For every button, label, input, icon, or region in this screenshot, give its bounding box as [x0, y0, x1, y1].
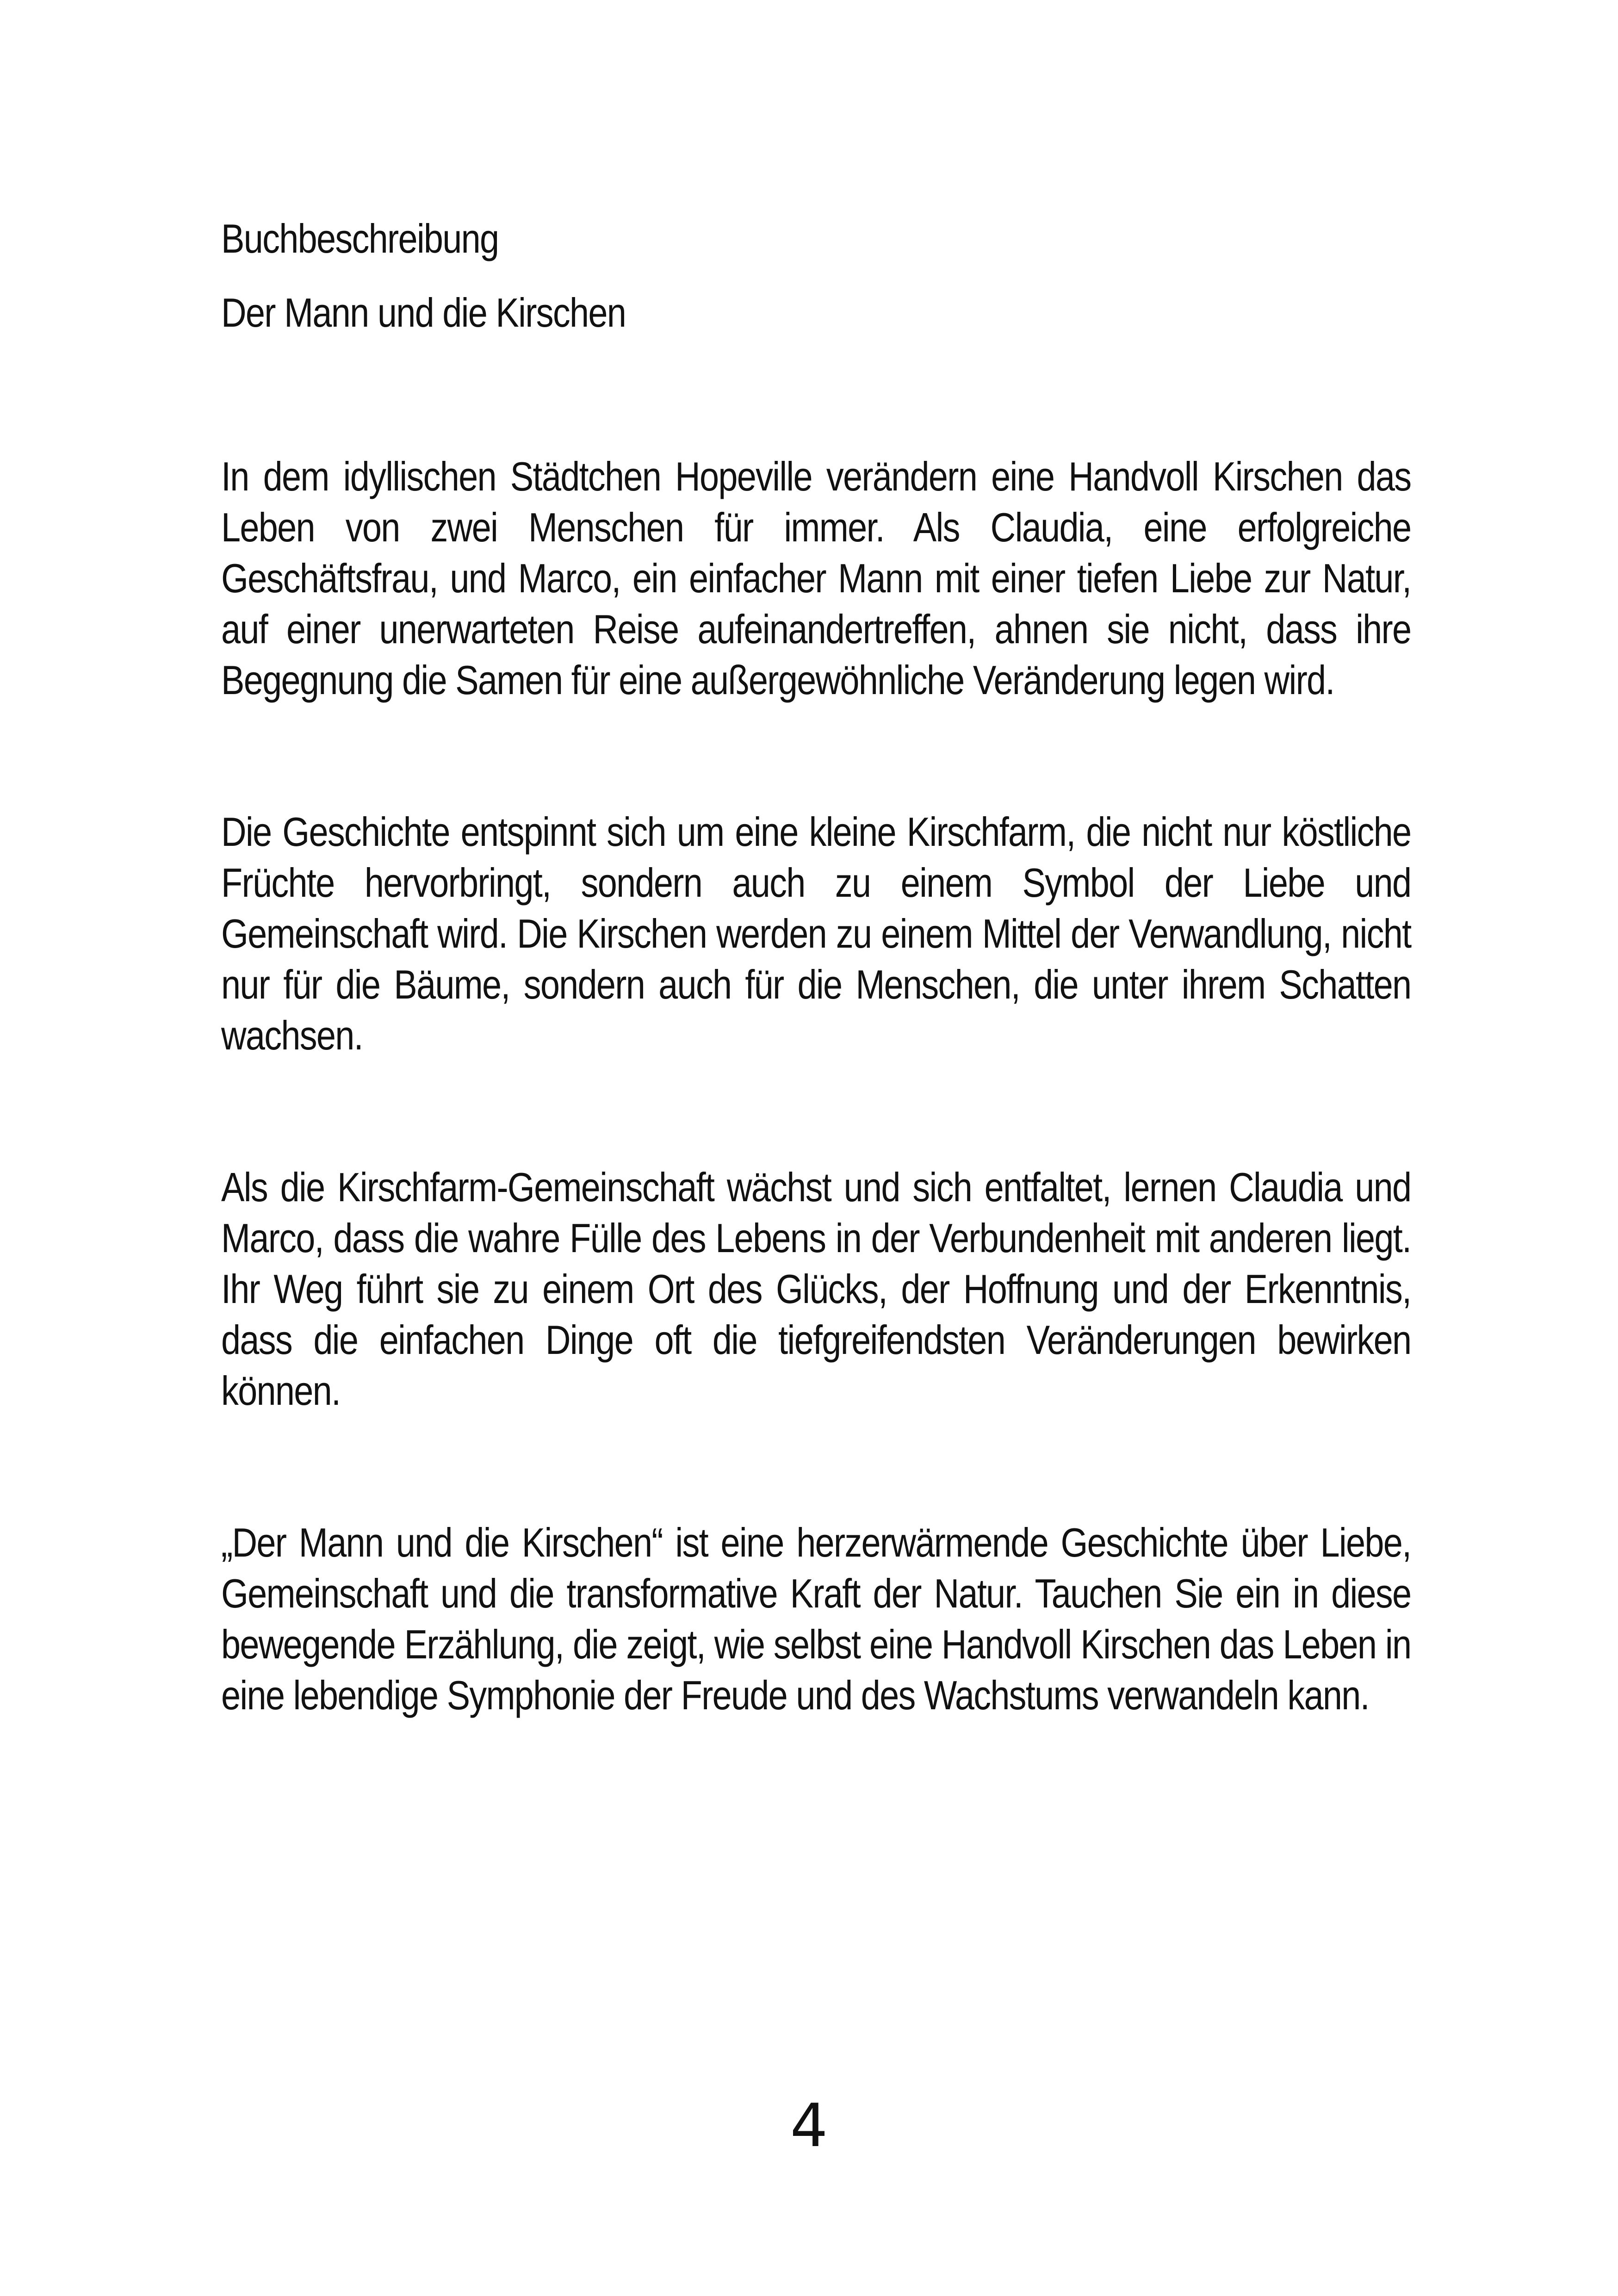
paragraph-1: In dem idyllischen Städtchen Hopeville verändern eine Handvoll Kirschen das Leben von zwei Menschen für immer. Als Claudia, eine erfolgreiche Geschäftsfrau, und Marco, ein einfacher Mann mit einer tiefen Liebe zur Natur, auf einer unerwarteten Reise aufeinandertreffen, ahnen sie nicht, dass ihre Begegnung die Samen für eine außergewöhnliche Veränderung legen wird. — [221, 453, 1411, 703]
paragraph-3: Als die Kirschfarm-Gemeinschaft wächst und sich entfaltet, lernen Claudia und Marco, dass die wahre Fülle des Lebens in der Verbundenheit mit anderen liegt. Ihr Weg führt sie zu einem Ort des Glücks, der Hoffnung und der Erkenntnis, dass die einfachen Dinge oft die tiefgreifendsten Veränderungen bewirken können. — [221, 1164, 1411, 1414]
section-label: Buchbeschreibung — [221, 216, 499, 261]
book-title: Der Mann und die Kirschen — [221, 290, 626, 335]
paragraph-2: Die Geschichte entspinnt sich um eine kleine Kirschfarm, die nicht nur köstliche Früchte hervorbringt, sondern auch zu einem Symbol der Liebe und Gemeinschaft wird. Die Kirschen werden zu einem Mittel der Verwandlung, nicht nur für die Bäume, sondern auch für die Menschen, die unter ihrem Schatten wachsen. — [221, 809, 1411, 1058]
page-number: 4 — [790, 2091, 828, 2160]
paragraph-4: „Der Mann und die Kirschen“ ist eine herzerwärmende Geschichte über Liebe, Gemeinschaft und die transformative Kraft der Natur. Tauchen Sie ein in diese bewegende Erzählung, die zeigt, wie selbst eine Handvoll Kirschen das Leben in eine lebendige Symphonie der Freude und des Wachstums verwandeln kann. — [221, 1520, 1411, 1718]
page-content — [221, 214, 1410, 1721]
